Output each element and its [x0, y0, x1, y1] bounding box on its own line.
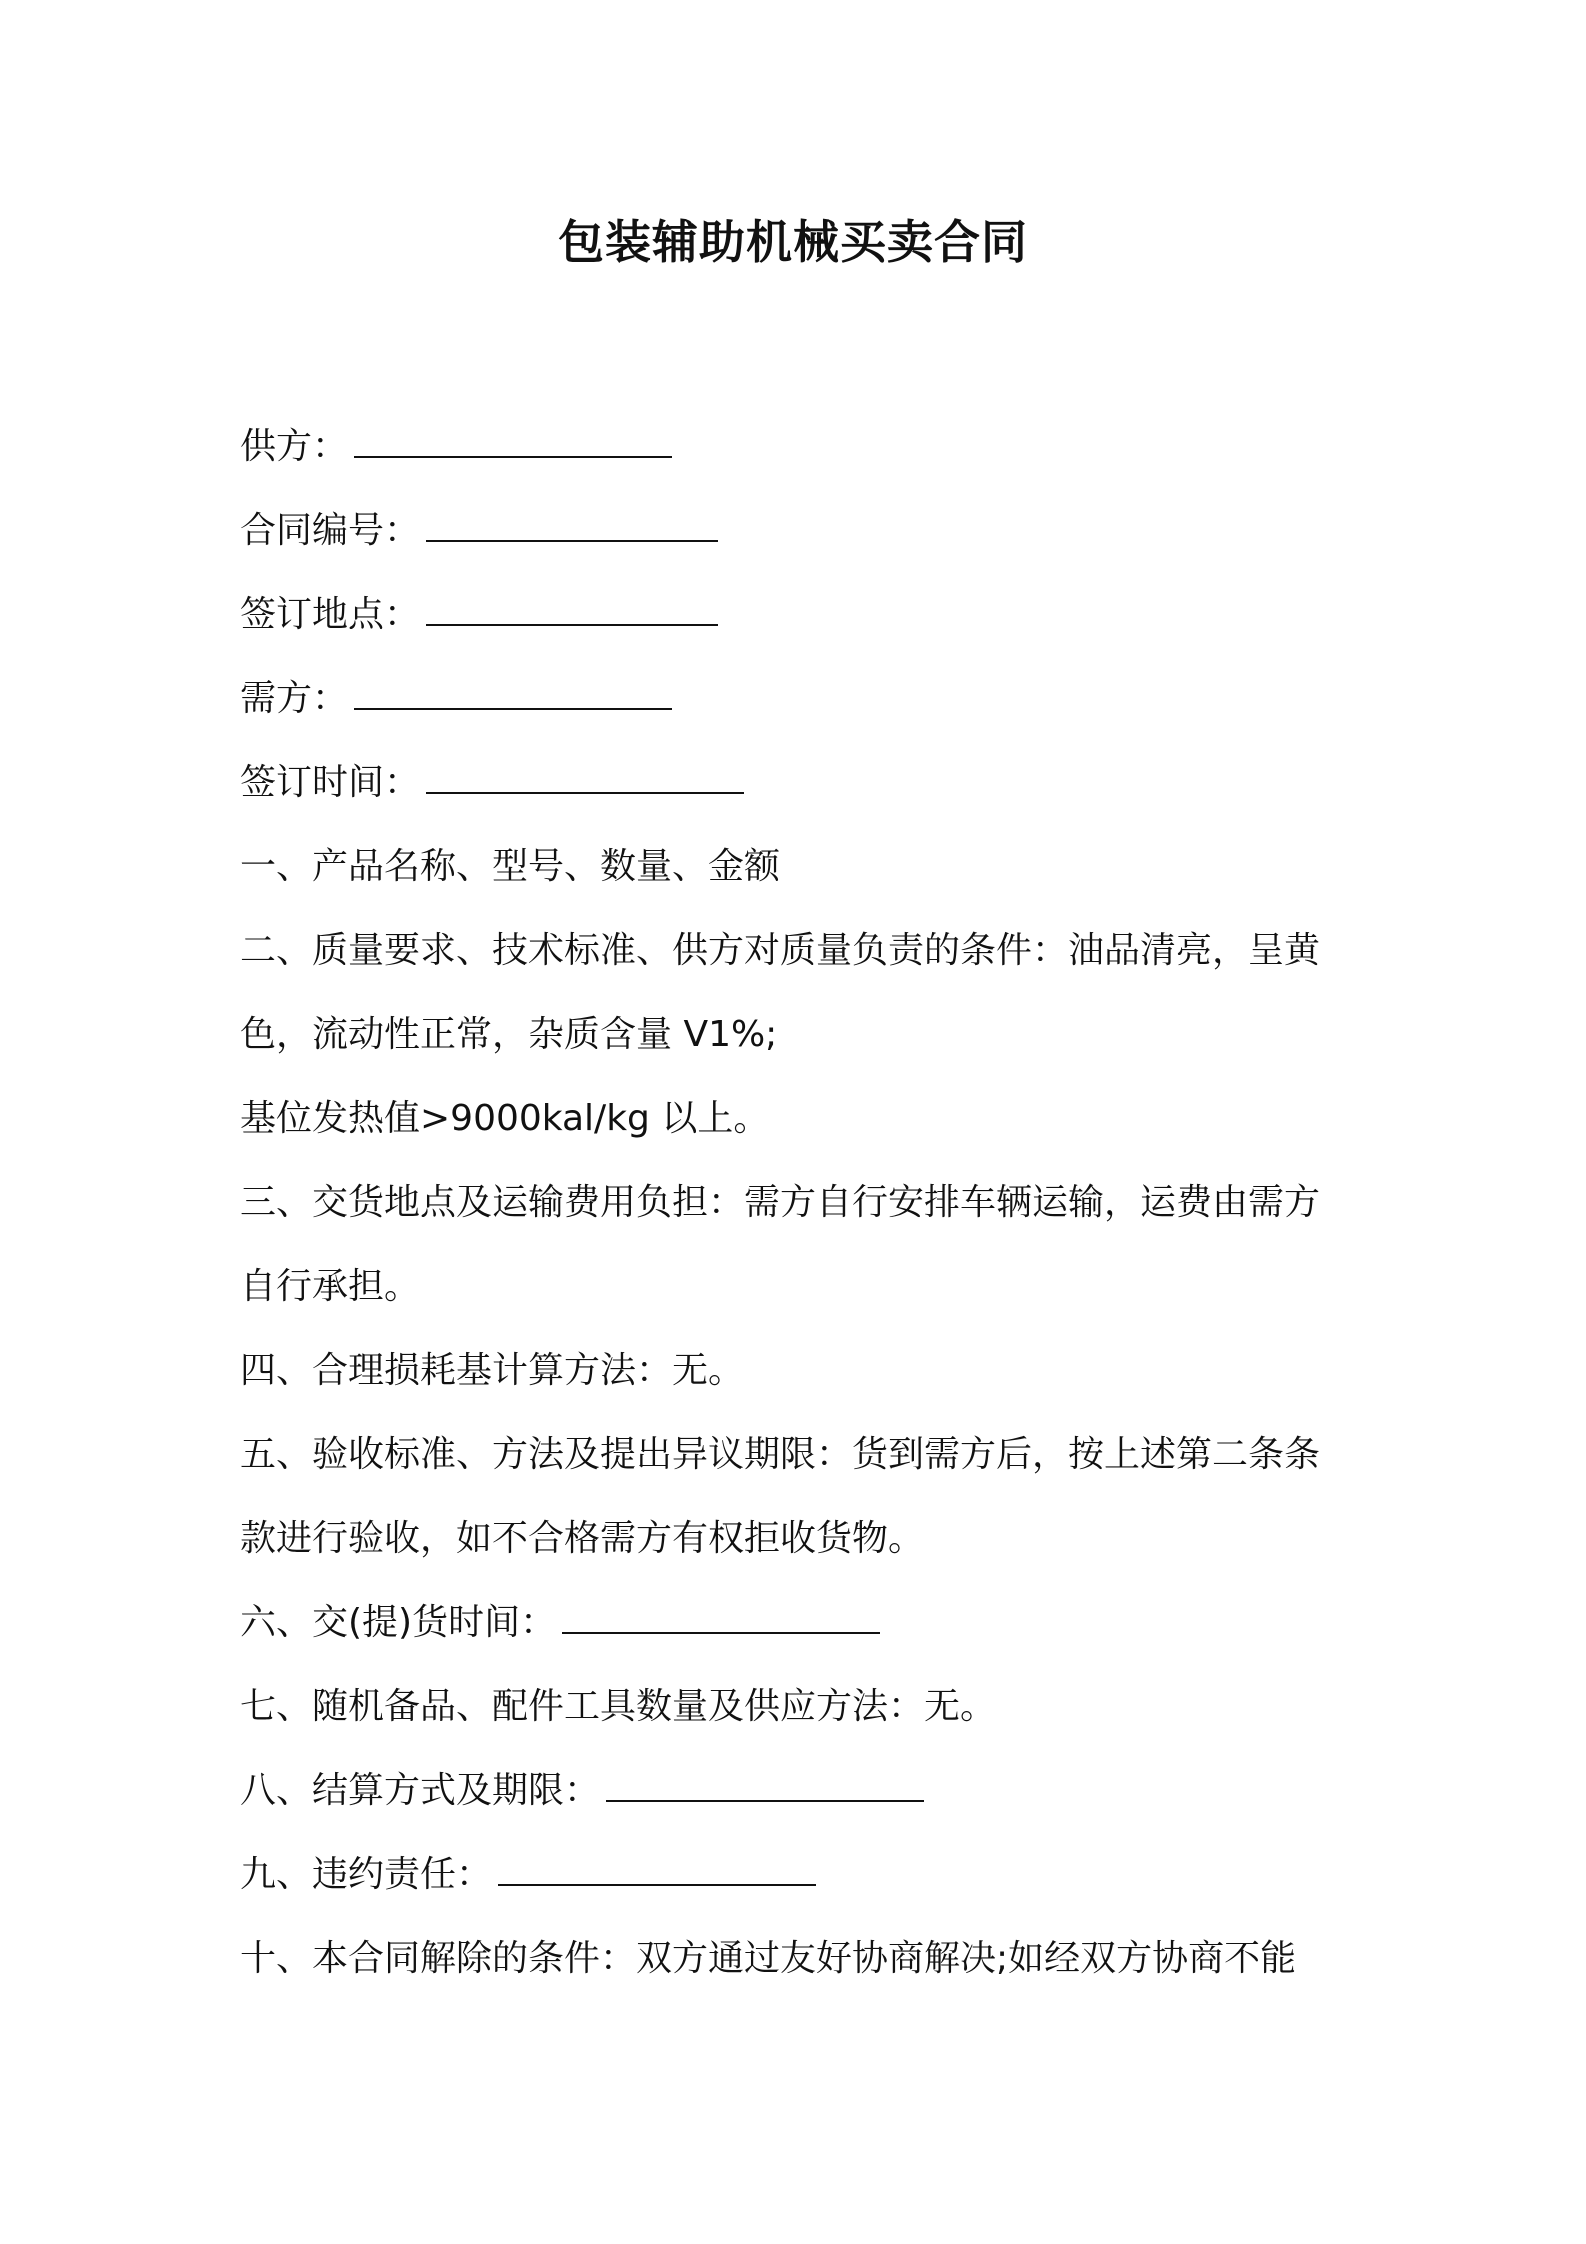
- clause-10-line-1: 十、本合同解除的条件：双方通过友好协商解决;如经双方协商不能: [240, 1938, 1297, 1979]
- document-body: [240, 405, 1360, 2001]
- document-title: 包装辅助机械买卖合同: [558, 215, 1028, 269]
- delivery-time-blank: [562, 1598, 880, 1634]
- clause-5-line-1: 五、验收标准、方法及提出异议期限：货到需方后，按上述第二条条: [240, 1434, 1321, 1475]
- sign-time-blank: [426, 758, 744, 794]
- contract-no-label: 合同编号：: [240, 510, 421, 551]
- clause-1: 一、产品名称、型号、数量、金额: [240, 846, 781, 887]
- sign-place-field: [240, 573, 1360, 657]
- buyer-field: [240, 657, 1360, 741]
- buyer-blank: [354, 674, 672, 710]
- clause-5-line-2: 款进行验收，如不合格需方有权拒收货物。: [240, 1518, 925, 1559]
- clause-6: [240, 1581, 1360, 1665]
- clause-6-label: 六、交(提)货时间：: [240, 1602, 557, 1643]
- buyer-label: 需方：: [240, 678, 349, 719]
- clause-2-line-1: 二、质量要求、技术标准、供方对质量负责的条件：油品清亮，呈黄: [240, 930, 1321, 971]
- supplier-label: 供方：: [240, 426, 349, 467]
- clause-2-line-2: 色，流动性正常，杂质含量 V1%;: [240, 1014, 778, 1055]
- liability-blank: [498, 1850, 816, 1886]
- clause-7: 七、随机备品、配件工具数量及供应方法：无。: [240, 1686, 997, 1727]
- sign-time-label: 签订时间：: [240, 762, 421, 803]
- clause-8: [240, 1749, 1360, 1833]
- clause-3-line-2: 自行承担。: [240, 1266, 421, 1307]
- supplier-field: [240, 405, 1360, 489]
- supplier-blank: [354, 422, 672, 458]
- clause-4: 四、合理损耗基计算方法：无。: [240, 1350, 745, 1391]
- clause-3-line-1: 三、交货地点及运输费用负担：需方自行安排车辆运输，运费由需方: [240, 1182, 1321, 1223]
- sign-place-label: 签订地点：: [240, 594, 421, 635]
- clause-9-label: 九、违约责任：: [240, 1854, 493, 1895]
- clause-9: [240, 1833, 1360, 1917]
- clause-8-label: 八、结算方式及期限：: [240, 1770, 601, 1811]
- sign-time-field: [240, 741, 1360, 825]
- clause-2-line-3: 基位发热值>9000kal/kg 以上。: [240, 1098, 770, 1139]
- contract-no-blank: [426, 506, 718, 542]
- contract-no-field: [240, 489, 1360, 573]
- settlement-blank: [606, 1766, 924, 1802]
- sign-place-blank: [426, 590, 718, 626]
